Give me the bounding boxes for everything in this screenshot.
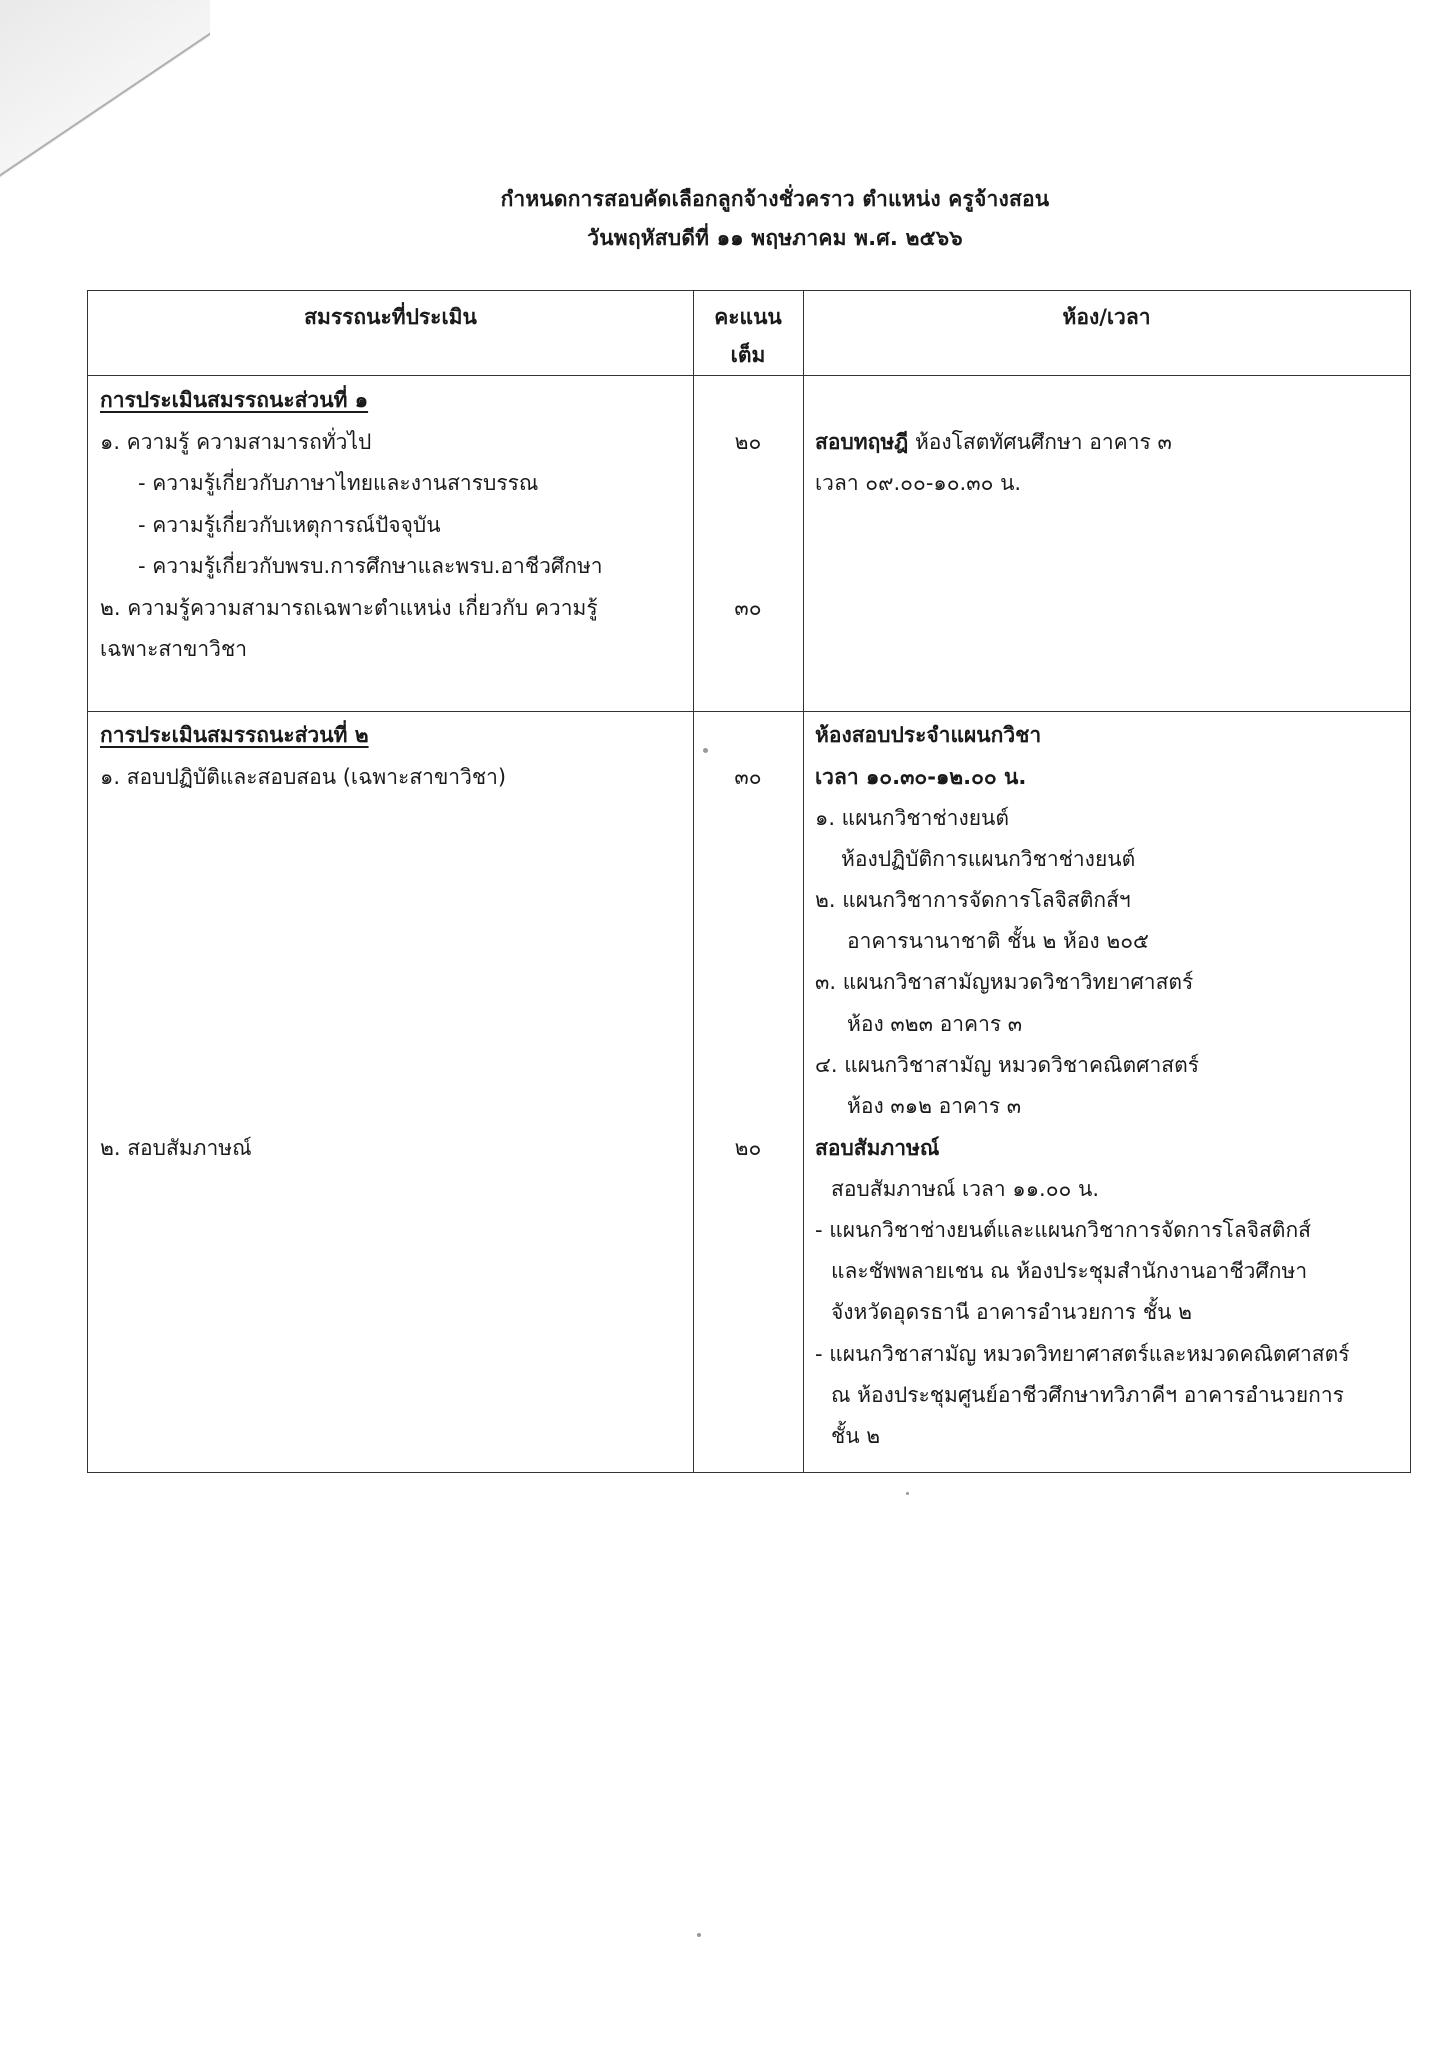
- part2-item1: ๑. สอบปฏิบัติและสอบสอน (เฉพาะสาขาวิชา): [100, 765, 507, 789]
- part2-score2: ๒๐: [734, 1136, 762, 1160]
- header-divider: [88, 375, 1410, 376]
- scan-speck: [906, 1492, 909, 1495]
- header-room-time: ห้อง/เวลา: [1062, 305, 1151, 329]
- room-line: ห้อง ๓๒๓ อาคาร ๓: [847, 1012, 1023, 1036]
- part1-item1: ๑. ความรู้ ความสามารถทั่วไป: [100, 430, 372, 454]
- theory-exam-label: สอบทฤษฎี: [815, 430, 909, 454]
- practical-heading: ห้องสอบประจำแผนกวิชา: [815, 723, 1042, 747]
- scan-speck: [703, 748, 708, 753]
- room-line: ๔. แผนกวิชาสามัญ หมวดวิชาคณิตศาสตร์: [815, 1053, 1199, 1077]
- part1-subitem: - ความรู้เกี่ยวกับภาษาไทยและงานสารบรรณ: [138, 471, 539, 495]
- practical-time: เวลา ๑๐.๓๐-๑๒.๐๐ น.: [815, 765, 1027, 789]
- page-title: กำหนดการสอบคัดเลือกลูกจ้างชั่วคราว ตำแหน่ง ครูจ้างสอน: [500, 187, 1050, 211]
- header-score-line1: คะแนน: [714, 305, 782, 329]
- header-competency: สมรรถนะที่ประเมิน: [304, 305, 477, 329]
- interview-line: และชัพพลายเชน ณ ห้องประชุมสำนักงานอาชีวศึกษา: [831, 1259, 1308, 1283]
- room-line: ๑. แผนกวิชาช่างยนต์: [815, 806, 1010, 830]
- room-line: อาคารนานาชาติ ชั้น ๒ ห้อง ๒๐๕: [847, 929, 1149, 953]
- column-divider-1: [693, 291, 694, 1472]
- part1-item2-cont: เฉพาะสาขาวิชา: [100, 637, 247, 661]
- part1-subitem: - ความรู้เกี่ยวกับพรบ.การศึกษาและพรบ.อาชีวศึกษา: [138, 554, 603, 578]
- interview-line: - แผนกวิชาสามัญ หมวดวิทยาศาสตร์และหมวดคณิตศาสตร์: [815, 1342, 1350, 1366]
- interview-line: - แผนกวิชาช่างยนต์และแผนกวิชาการจัดการโลจิสติกส์: [815, 1218, 1311, 1242]
- part1-heading: การประเมินสมรรถนะส่วนที่ ๑: [100, 388, 369, 412]
- interview-line: สอบสัมภาษณ์ เวลา ๑๑.๐๐ น.: [831, 1177, 1100, 1201]
- column-divider-2: [803, 291, 804, 1472]
- interview-line: ณ ห้องประชุมศูนย์อาชีวศึกษาทวิภาคีฯ อาคารอำนวยการ: [831, 1383, 1344, 1407]
- part2-heading: การประเมินสมรรถนะส่วนที่ ๒: [100, 723, 369, 747]
- scan-speck: [697, 1933, 701, 1937]
- room-line: ๒. แผนกวิชาการจัดการโลจิสติกส์ฯ: [815, 888, 1131, 912]
- part2-item2: ๒. สอบสัมภาษณ์: [100, 1136, 252, 1160]
- part1-item2: ๒. ความรู้ความสามารถเฉพาะตำแหน่ง เกี่ยวกับ ความรู้: [100, 596, 598, 620]
- part1-time: เวลา ๐๙.๐๐-๑๐.๓๐ น.: [815, 471, 1022, 495]
- interview-line: จังหวัดอุดรธานี อาคารอำนวยการ ชั้น ๒: [831, 1300, 1192, 1324]
- interview-heading: สอบสัมภาษณ์: [815, 1136, 940, 1160]
- room-line: ห้องปฏิบัติการแผนกวิชาช่างยนต์: [841, 847, 1136, 871]
- part1-score1: ๒๐: [734, 430, 762, 454]
- page-subtitle-date: วันพฤหัสบดีที่ ๑๑ พฤษภาคม พ.ศ. ๒๕๖๖: [587, 226, 963, 250]
- part1-subitem: - ความรู้เกี่ยวกับเหตุการณ์ปัจจุบัน: [138, 513, 441, 537]
- part-divider: [88, 711, 1410, 712]
- exam-schedule-table: [87, 290, 1411, 1473]
- room-line: ห้อง ๓๑๒ อาคาร ๓: [847, 1094, 1022, 1118]
- theory-exam-room: ห้องโสตทัศนศึกษา อาคาร ๓: [908, 430, 1172, 454]
- header-score-line2: เต็ม: [730, 343, 766, 367]
- part1-score2: ๓๐: [734, 596, 762, 620]
- part1-room: [815, 428, 1172, 456]
- interview-line: ชั้น ๒: [831, 1424, 881, 1448]
- room-line: ๓. แผนกวิชาสามัญหมวดวิชาวิทยาศาสตร์: [815, 970, 1194, 994]
- part2-score1: ๓๐: [734, 765, 762, 789]
